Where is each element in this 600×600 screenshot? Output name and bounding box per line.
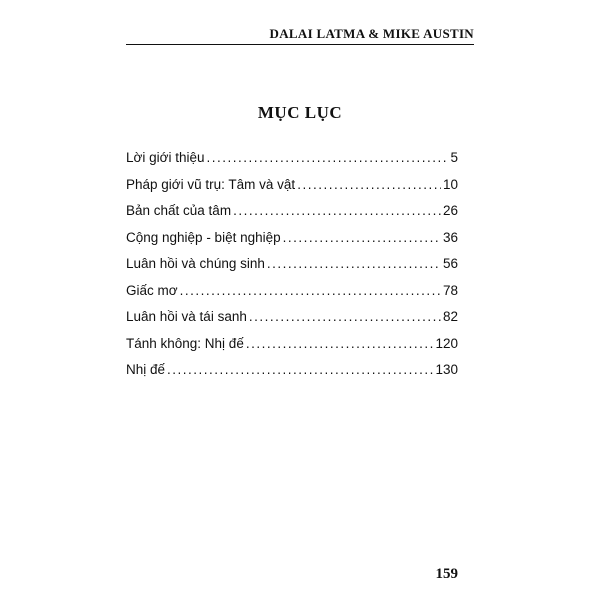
toc-leader-dots <box>167 362 433 377</box>
toc-entry <box>126 150 458 177</box>
toc-entry-page: 120 <box>435 335 458 351</box>
toc-entry-page: 5 <box>450 150 458 165</box>
toc-list <box>126 150 458 389</box>
toc-entry <box>126 336 458 363</box>
toc-leader-dots <box>180 283 441 298</box>
toc-entry-title: Nhị đế <box>126 362 166 377</box>
toc-entry-page: 26 <box>442 203 458 218</box>
toc-leader-dots <box>283 230 441 245</box>
toc-entry <box>126 256 458 283</box>
toc-entry-page: 56 <box>442 256 458 271</box>
toc-leader-dots <box>233 203 441 218</box>
toc-entry-title: Tánh không: Nhị đế <box>126 335 244 351</box>
toc-entry-page: 130 <box>435 362 458 377</box>
toc-entry-page: 82 <box>442 309 458 324</box>
toc-entry-title: Pháp giới vũ trụ: Tâm và vật <box>126 176 296 192</box>
page-number: 159 <box>435 566 458 582</box>
toc-entry-title: Cộng nghiệp - biệt nghiệp <box>126 229 281 245</box>
toc-entry-title: Lời giới thiệu <box>126 150 205 165</box>
toc-leader-dots <box>267 256 441 271</box>
toc-entry-title: Luân hồi và chúng sinh <box>126 256 265 271</box>
toc-entry <box>126 362 458 389</box>
toc-entry-page: 78 <box>442 282 458 298</box>
toc-entry <box>126 283 458 310</box>
toc-entry-title: Luân hồi và tái sanh <box>126 309 247 324</box>
running-header: DALAI LATMA & MIKE AUSTIN <box>269 26 474 41</box>
toc-leader-dots <box>297 177 441 192</box>
toc-entry-title: Giấc mơ <box>126 282 178 298</box>
toc-leader-dots <box>207 150 449 165</box>
toc-entry <box>126 203 458 230</box>
toc-entry-page: 10 <box>442 176 458 192</box>
toc-entry <box>126 230 458 257</box>
toc-leader-dots <box>246 336 434 351</box>
toc-title: MỤC LỤC <box>257 103 343 122</box>
toc-entry-title: Bản chất của tâm <box>126 203 232 218</box>
toc-leader-dots <box>249 309 441 324</box>
toc-entry <box>126 309 458 336</box>
toc-entry-page: 36 <box>442 229 458 245</box>
header-rule <box>126 44 474 45</box>
toc-entry <box>126 177 458 204</box>
